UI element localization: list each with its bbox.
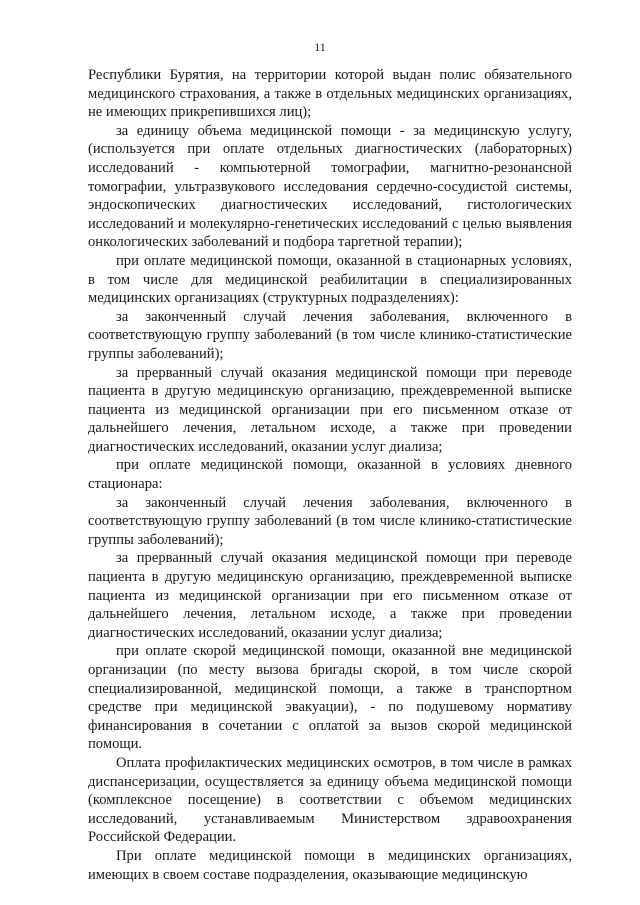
paragraph-7: за законченный случай лечения заболевания, включенного в соответствующую группу заболеваний (в том числе клинико-статистические группы заболеваний); xyxy=(88,494,572,548)
paragraph-4: за законченный случай лечения заболевания, включенного в соответствующую группу заболеваний (в том числе клинико-статистические группы заболеваний); xyxy=(88,308,572,362)
paragraph-5: за прерванный случай оказания медицинской помощи при переводе пациента в другую медицинскую организацию, преждевременной выписке пациента из медицинской организации при его письменном отказе от дальнейшего лечения, летальном исходе, а также при проведении диагностических исследований, оказании услуг диализа; xyxy=(88,364,572,455)
paragraph-1: Республики Бурятия, на территории которой выдан полис обязательного медицинского страхования, а также в отдельных медицинских организациях, не имеющих прикрепившихся лиц); xyxy=(88,67,572,121)
paragraph-2: за единицу объема медицинской помощи - за медицинскую услугу, (используется при оплате отдельных диагностических (лабораторных) исследований - компьютерной томографии, магнитно-резонансной томографии, ультразвукового исследования сердечно-сосудистой системы, эндоскопических диагностических исследований, гистологических исследований и молекулярно-генетических исследований с целью выявления онкологических заболеваний и подбора таргетной терапии); xyxy=(88,122,572,251)
paragraph-9: при оплате скорой медицинской помощи, оказанной вне медицинской организации (по месту вызова бригады скорой, в том числе скорой специализированной, медицинской помощи, а также в транспортном средстве при медицинской эвакуации), - по подушевому нормативу финансирования в сочетании с оплатой за вызов скорой медицинской помощи. xyxy=(88,643,572,753)
page-number: 11 xyxy=(314,40,326,54)
paragraph-3: при оплате медицинской помощи, оказанной в стационарных условиях, в том числе для медицинской реабилитации в специализированных медицинских организациях (структурных подразделениях): xyxy=(88,252,572,307)
paragraph-11: При оплате медицинской помощи в медицинских организациях, имеющих в своем составе подразделения, оказывающие медицинскую xyxy=(88,847,572,883)
document-body xyxy=(88,66,572,884)
paragraph-6: при оплате медицинской помощи, оказанной в условиях дневного стационара: xyxy=(88,457,572,493)
paragraph-8: за прерванный случай оказания медицинской помощи при переводе пациента в другую медицинскую организацию, преждевременной выписке пациента из медицинской организации при его письменном отказе от дальнейшего лечения, летальном исходе, а также при проведении диагностических исследований, оказании услуг диализа; xyxy=(88,550,572,641)
paragraph-10: Оплата профилактических медицинских осмотров, в том числе в рамках диспансеризации, осуществляется за единицу объема медицинской помощи (комплексное посещение) в соответствии с объемом медицинских исследований, устанавливаемым Министерством здравоохранения Российской Федерации. xyxy=(88,754,572,846)
